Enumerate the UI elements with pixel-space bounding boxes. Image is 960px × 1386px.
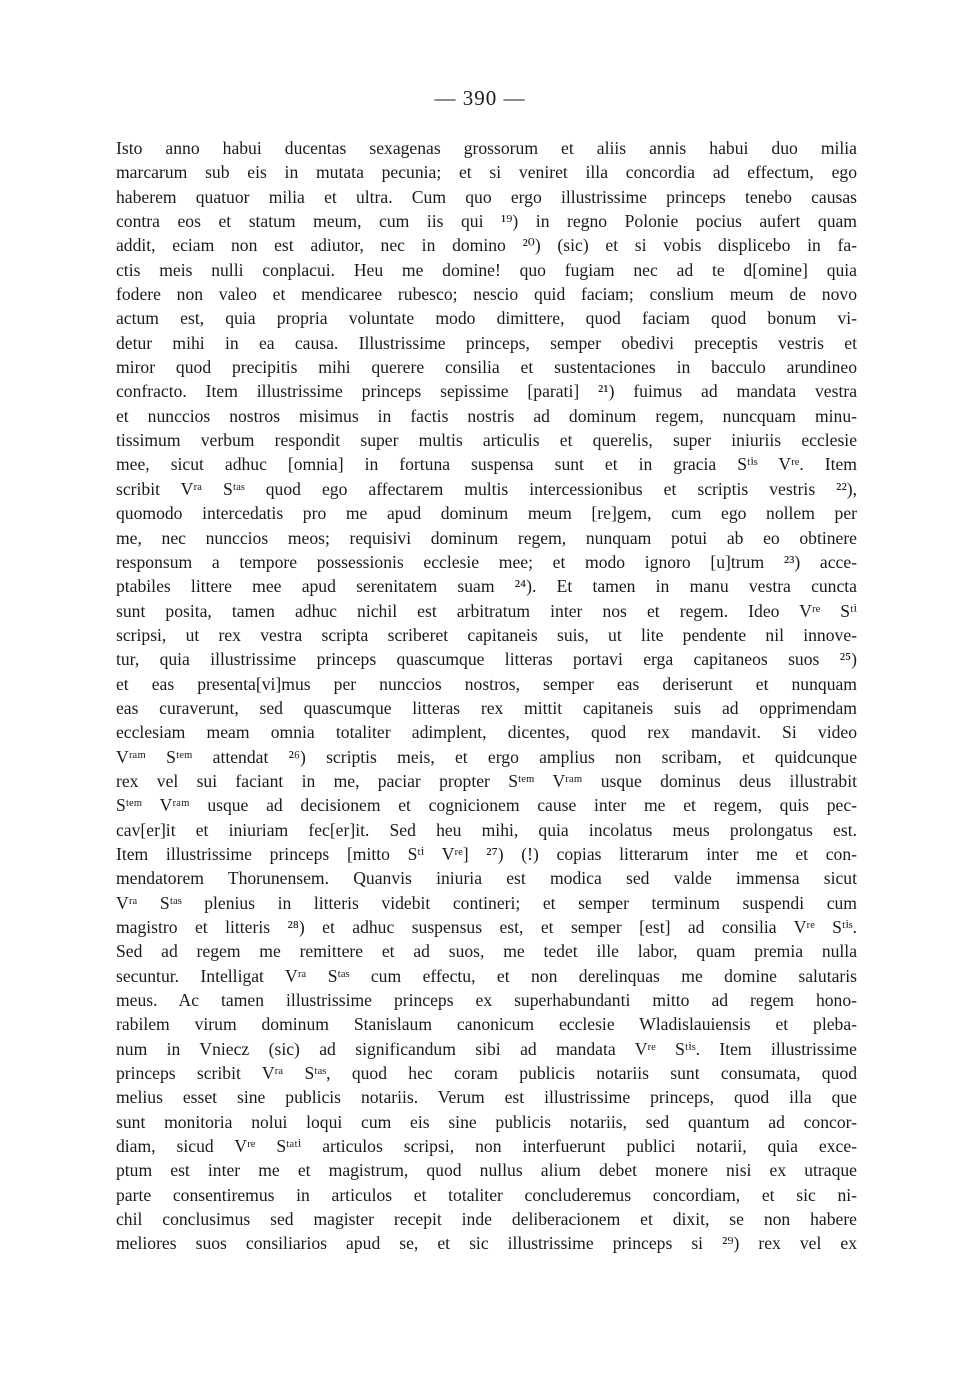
text-line: quomodo intercedatis pro me apud dominum meum [re]gem, cum ego nollem per (116, 503, 857, 524)
page-number: — 390 — (434, 86, 526, 110)
text-line: sunt posita, tamen adhuc nichil est arbitratum inter nos et regem. Ideo Vʳᵉ Sᵗⁱ (116, 600, 857, 621)
text-line: Vʳᵃᵐ Sᵗᵉᵐ attendat ²⁶) scriptis meis, et ergo amplius non scribam, et quidcunque (116, 746, 857, 767)
text-line: fodere non valeo et mendicaree rubesco; nescio quid faciam; conslium meum de novo (116, 284, 857, 305)
text-line: melius esset sine publicis notariis. Verum est illustrissime princeps, quod illa que (116, 1087, 857, 1108)
text-line: responsum a tempore possessionis ecclesie mee; et modo ignoro [u]trum ²³) acce- (116, 551, 857, 572)
text-line: Sᵗᵉᵐ Vʳᵃᵐ usque ad decisionem et cognicionem cause inter me et regem, quis pec- (116, 795, 857, 816)
text-line: ecclesiam meam omnia totaliter adimplent, dicentes, quod rex mandavit. Si video (116, 722, 857, 743)
text-line: contra eos et statum meum, cum iis qui ¹⁹) in regno Polonie pocius aufert quam (116, 211, 857, 232)
text-line: haberem quatuor milia et ultra. Cum quo ergo illustrissime princeps tenebo causas (116, 186, 857, 207)
text-line: rex vel sui faciant in me, paciar propter Sᵗᵉᵐ Vʳᵃᵐ usque dominus deus illustrabit (116, 770, 857, 791)
text-line: tur, quia illustrissime princeps quascumque litteras portavi erga capitaneos suos ²⁵) (116, 649, 857, 670)
text-line: marcarum sub eis in mutata pecunia; et si veniret illa concordia ad effectum, ego (116, 162, 857, 183)
text-line: et nunccios nostros misimus in factis nostris ad dominum regem, nuncquam minu- (116, 405, 857, 426)
text-line: addit, eciam non est adiutor, nec in domino ²⁰) (sic) et si vobis displicebo in fa- (116, 235, 857, 256)
text-line: ptabiles littere mee apud serenitatem suam ²⁴). Et tamen in manu vestra cuncta (116, 576, 857, 597)
text-line: meliores suos consiliarios apud se, et sic illustrissime princeps si ²⁹) rex vel ex (116, 1233, 857, 1254)
text-line: Sed ad regem me remittere et ad suos, me tedet ille labor, quam premia nulla (116, 941, 857, 962)
text-line: tissimum verbum respondit super multis articulis et querelis, super iniuriis ecclesie (116, 430, 857, 451)
text-line: confracto. Item illustrissime princeps sepissime [parati] ²¹) fuimus ad mandata vestra (116, 381, 857, 402)
text-line: cav[er]it et iniuriam fec[er]it. Sed heu mihi, quia incolatus meus prolongatus est. (116, 819, 857, 840)
text-line: parte consentiremus in articulos et totaliter concluderemus concordiam, et sic ni- (116, 1184, 857, 1205)
text-line: me, nec nunccios meos; requisivi dominum regem, nunquam potui ab eo obtinere (116, 527, 857, 548)
text-line: et eas presenta[vi]mus per nunccios nostros, semper eas deriserunt et nunquam (116, 673, 857, 694)
text-line: magistro et litteris ²⁸) et adhuc suspensus est, et semper [est] ad consilia Vʳᵉ Sᵗⁱˢ. (116, 917, 857, 937)
text-line: chil conclusimus sed magister recepit inde deliberacionem et dixit, se non habere (116, 1209, 857, 1230)
text-line: scripsi, ut rex vestra scripta scriberet capitaneis suis, ut lite pendente nil innove- (116, 624, 857, 645)
text-line: mee, sicut adhuc [omnia] in fortuna suspensa sunt et in gracia Sᵗⁱˢ Vʳᵉ. Item (116, 454, 857, 475)
text-line: Vʳᵃ Sᵗᵃˢ plenius in litteris videbit contineri; et semper terminum suspendi cum (116, 892, 857, 913)
text-line: actum est, quia propria voluntate modo dimittere, quod faciam quod bonum vi- (116, 308, 857, 329)
text-line: mendatorem Thorunensem. Quanvis iniuria est modica sed valde immensa sicut (116, 868, 857, 889)
text-line: ptum est inter me et magistrum, quod nullus alium debet monere nisi ex utraque (116, 1160, 857, 1181)
text-line: scribit Vʳᵃ Sᵗᵃˢ quod ego affectarem multis intercessionibus et scriptis vestris ²²), (116, 478, 857, 499)
text-line: detur mihi in ea causa. Illustrissime princeps, semper obedivi preceptis vestris et (116, 332, 857, 353)
text-line: sunt monitoria nolui loqui cum eis sine publicis notariis, sed quantum ad concor- (116, 1111, 857, 1132)
text-line: rabilem virum dominum Stanislaum canonicum ecclesie Wladislauiensis et pleba- (116, 1014, 857, 1035)
text-line: ctis meis nulli conplacui. Heu me domine! quo fugiam nec ad te d[omine] quia (116, 259, 857, 280)
text-line: Isto anno habui ducentas sexagenas grossorum et aliis annis habui duo milia (116, 138, 857, 158)
text-line: secuntur. Intelligat Vʳᵃ Sᵗᵃˢ cum effectu, et non derelinquas me domine salutaris (116, 965, 857, 986)
text-line: Item illustrissime princeps [mitto Sᵗⁱ Vʳᵉ] ²⁷) (!) copias litterarum inter me et con- (116, 843, 857, 864)
body-text (116, 136, 857, 1256)
text-line: num in Vniecz (sic) ad significandum sibi ad mandata Vʳᵉ Sᵗⁱˢ. Item illustrissime (116, 1038, 857, 1059)
text-line: diam, sicud Vʳᵉ Sᵗᵃᵗⁱ articulos scripsi, non interfuerunt publici notarii, quia exce- (116, 1136, 857, 1157)
text-line: eas curaverunt, sed quascumque litteras rex mittit capitaneis suis ad opprimendam (116, 697, 857, 718)
text-line: miror quod precipitis mihi querere consilia et sustentaciones in bacculo arundineo (116, 357, 857, 378)
text-line: meus. Ac tamen illustrissime princeps ex superhabundanti mitto ad regem hono- (116, 990, 857, 1011)
text-line: princeps scribit Vʳᵃ Sᵗᵃˢ, quod hec coram publicis notariis sunt consumata, quod (116, 1063, 857, 1084)
